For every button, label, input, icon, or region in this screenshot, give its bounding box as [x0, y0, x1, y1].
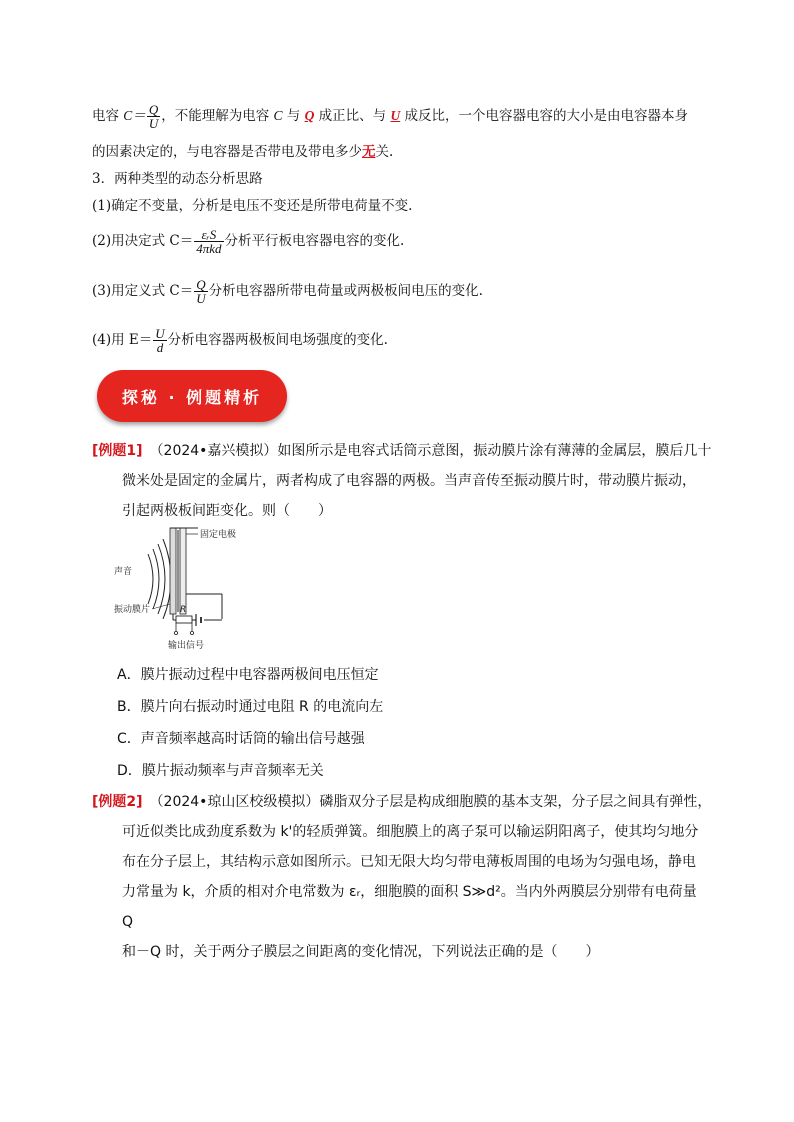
text: 分析电容器所带电荷量或两极板间电压的变化. — [208, 283, 483, 299]
text: 分析平行板电容器电容的变化. — [224, 233, 405, 249]
text: 布在分子层上，其结构示意如图所示。已知无限大均匀带电薄板周围的电场为匀强电场，静电 — [122, 854, 696, 870]
fraction-q-over-u — [147, 103, 160, 130]
banner-label: 探秘 · 例题精析 — [121, 388, 263, 407]
label-membrane: 振动膜片 — [114, 605, 151, 615]
fraction-field-formula — [153, 327, 166, 354]
label-fixed-electrode: 固定电极 — [200, 530, 237, 540]
option-c[interactable]: C．声音频率越高时话筒的输出信号越强 — [117, 731, 365, 747]
text: (3)用定义式 C＝ — [92, 283, 194, 299]
capacitance-definition-line1 — [92, 103, 688, 130]
label-sound: 声音 — [114, 567, 133, 577]
numerator: Q — [148, 102, 159, 117]
denominator: 4πkd — [196, 241, 222, 256]
fraction-definition-formula — [194, 278, 207, 305]
text: 与 — [282, 108, 305, 124]
option-d[interactable]: D．膜片振动频率与声音频率无关 — [117, 763, 324, 779]
symbol-c: C — [273, 108, 283, 123]
text: （2024•琼山区校级模拟）磷脂双分子层是构成细胞膜的基本支架，分子层之间具有弹性， — [156, 794, 712, 810]
text: 和－Q 时，关于两分子膜层之间距离的变化情况，下列说法正确的是（ ） — [122, 944, 600, 960]
text: (2)用决定式 C＝ — [92, 233, 194, 249]
example1-text — [92, 436, 712, 526]
section3-item3 — [92, 278, 483, 305]
option-b[interactable]: B．膜片向右振动时通过电阻 R 的电流向左 — [117, 699, 384, 715]
text: 关. — [375, 144, 394, 160]
numerator: U — [155, 326, 165, 341]
formula-c: C＝ — [123, 108, 146, 123]
example2-text — [92, 787, 712, 967]
denominator: U — [196, 291, 206, 306]
text: 力常量为 k，介质的相对介电常数为 εᵣ，细胞膜的面积 S≫d²。当内外两膜层分别带有电荷量 Q — [122, 884, 697, 930]
microphone-diagram — [112, 524, 252, 652]
option-a[interactable]: A．膜片振动过程中电容器两极间电压恒定 — [117, 667, 379, 683]
text: 分析电容器两极板间电场强度的变化. — [167, 332, 388, 348]
section3-item1: (1)确定不变量，分析是电压不变还是所带电荷量不变. — [92, 198, 413, 214]
text: (4)用 E＝ — [92, 332, 153, 348]
section-banner — [97, 370, 287, 422]
numerator: εᵣS — [194, 228, 223, 242]
fraction-decision-formula — [194, 228, 223, 255]
text: ，不能理解为电容 — [161, 108, 274, 124]
denominator: U — [148, 116, 159, 131]
section3-item2 — [92, 228, 404, 255]
text: 电容 — [92, 108, 124, 124]
label-output-signal: 输出信号 — [168, 641, 205, 651]
label-r: R — [180, 605, 187, 615]
text: 微米处是固定的金属片，两者构成了电容器的两极。当声音传至振动膜片时，带动膜片振动， — [122, 473, 696, 489]
blank-answer-q: Q — [304, 108, 315, 123]
example2-tag: [例题2] — [92, 794, 143, 810]
numerator: Q — [196, 277, 206, 292]
text: 的因素决定的，与电容器是否带电及带电多少 — [92, 144, 362, 160]
section3-heading: 3．两种类型的动态分析思路 — [92, 171, 263, 187]
text: 成反比，一个电容器电容的大小是由电容器本身 — [400, 108, 688, 124]
text: （2024•嘉兴模拟）如图所示是电容式话筒示意图，振动膜片涂有薄薄的金属层，膜后几十 — [156, 443, 712, 459]
blank-answer-u: U — [390, 108, 401, 123]
text: 可近似类比成劲度系数为 k'的轻质弹簧。细胞膜上的离子泵可以输运阴阳离子，使其均匀地分 — [122, 824, 699, 840]
text: 引起两极板间距变化。则（ ） — [122, 503, 332, 519]
blank-answer-wu: 无 — [362, 144, 376, 160]
capacitance-definition-line2 — [92, 143, 393, 161]
example1-tag: [例题1] — [92, 443, 143, 459]
section3-item4 — [92, 327, 388, 354]
denominator: d — [156, 340, 164, 355]
text: 成正比、与 — [314, 108, 391, 124]
